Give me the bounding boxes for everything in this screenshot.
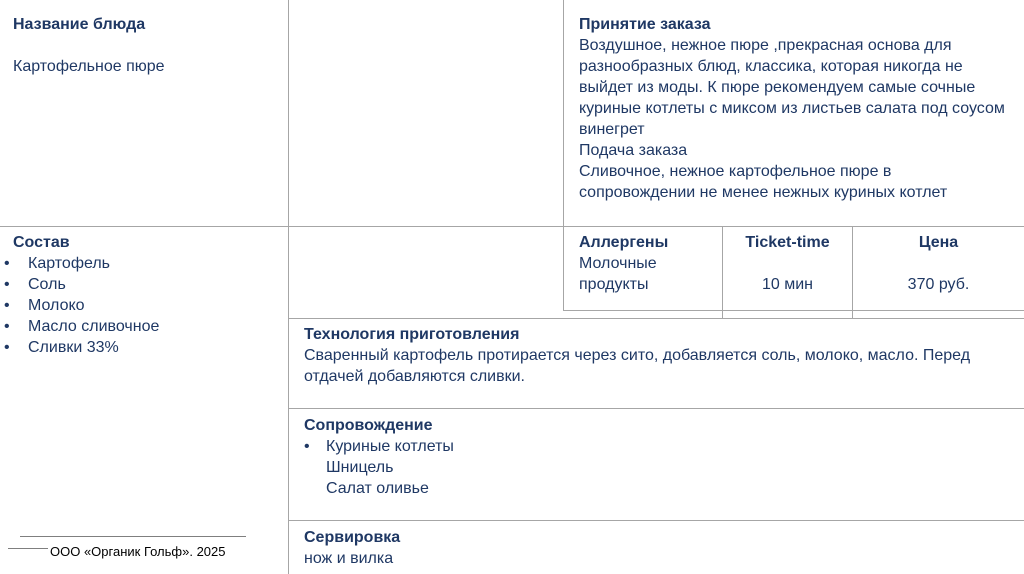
composition-heading: Состав	[13, 234, 70, 251]
order-description: Воздушное, нежное пюре ,прекрасная основа для разнообразных блюд, классика, которая никогда не выйдет из моды. К пюре рекомендуем самые сочные куриные котлеты с миксом из листьев салата под соусом винегрет	[579, 37, 1005, 138]
divider-vertical-main	[288, 0, 289, 574]
list-item: Салат оливье	[326, 480, 429, 497]
ticket-time-value: 10 мин	[761, 276, 813, 293]
composition-cell	[0, 232, 285, 358]
serving-heading: Сервировка	[304, 529, 401, 546]
order-cell	[579, 14, 1009, 203]
allergens-cell	[579, 232, 714, 295]
list-item: • Молоко	[0, 295, 285, 316]
order-heading: Принятие заказа	[579, 16, 711, 33]
accompaniment-heading: Сопровождение	[304, 417, 433, 434]
list-item: • Масло сливочное	[0, 316, 285, 337]
dish-cell	[13, 14, 283, 77]
divider-horizontal-info	[563, 310, 1024, 311]
footer-rule-short	[8, 548, 48, 549]
accompaniment-list	[304, 436, 1014, 499]
list-item: • Куриные котлеты	[304, 436, 1014, 457]
list-item: • Картофель	[0, 253, 285, 274]
list-item: • Сливки 33%	[0, 337, 285, 358]
ticket-time-heading: Ticket-time	[745, 234, 830, 251]
serving-cell	[304, 527, 1014, 569]
footer-company: ООО «Органик Гольф». 2025	[50, 544, 226, 559]
divider-horizontal-tech	[288, 318, 1024, 319]
technology-heading: Технология приготовления	[304, 326, 520, 343]
price-value: 370 руб.	[907, 276, 970, 293]
accompaniment-cell	[304, 415, 1014, 499]
serving-text: нож и вилка	[304, 550, 394, 567]
divider-horizontal-accomp	[288, 408, 1024, 409]
list-item: • Соль	[0, 274, 285, 295]
dish-name: Картофельное пюре	[13, 58, 165, 75]
footer-rule	[20, 536, 246, 537]
technology-cell	[304, 324, 1014, 387]
divider-horizontal-top	[0, 226, 1024, 227]
divider-horizontal-serving	[288, 520, 1024, 521]
price-cell	[853, 232, 1024, 295]
composition-list	[0, 253, 285, 358]
allergens-value: Молочные продукты	[579, 255, 657, 293]
dish-heading: Название блюда	[13, 16, 146, 33]
list-item: Шницель	[326, 459, 394, 476]
order-serving-heading: Подача заказа	[579, 142, 688, 159]
ticket-time-cell	[723, 232, 852, 295]
technology-text: Сваренный картофель протирается через сито, добавляется соль, молоко, масло. Перед отдачей добавляются сливки.	[304, 347, 971, 385]
divider-vertical-order	[563, 0, 564, 310]
price-heading: Цена	[918, 234, 959, 251]
allergens-heading: Аллергены	[579, 234, 669, 251]
order-serving-text: Сливочное, нежное картофельное пюре в сопровождении не менее нежных куриных котлет	[579, 163, 948, 201]
